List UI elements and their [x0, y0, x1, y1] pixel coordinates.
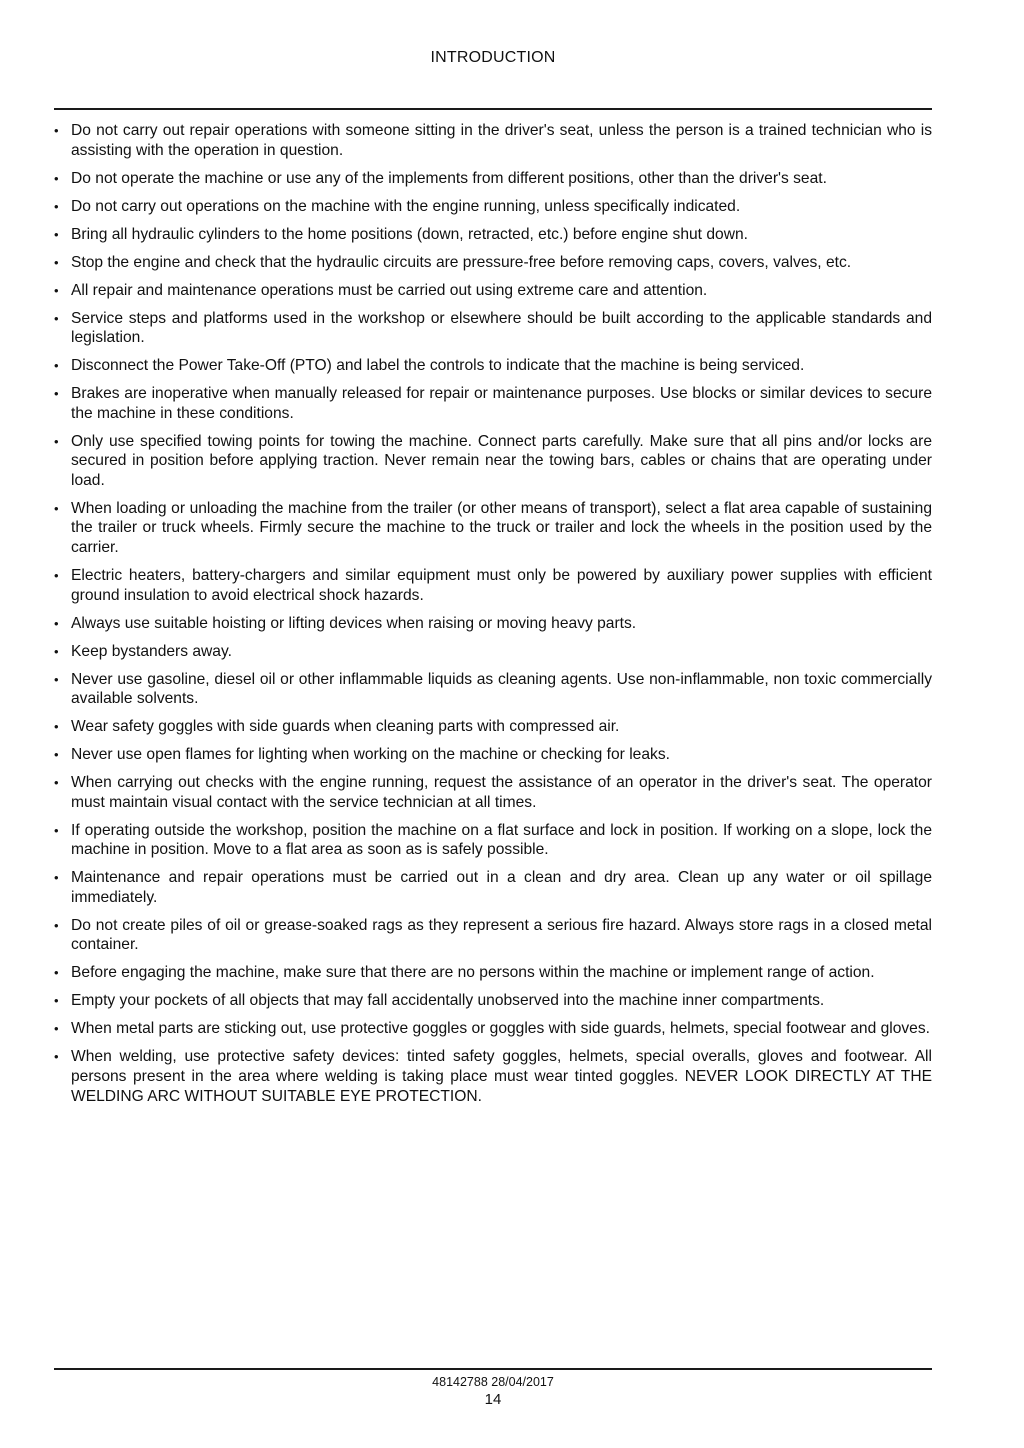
list-item [54, 963, 932, 983]
list-item-text: Brakes are inoperative when manually released for repair or maintenance purposes. Use blocks or similar devices to secure the machine in these conditions. [71, 385, 932, 422]
list-item-text: Never use open flames for lighting when working on the machine or checking for leaks. [71, 746, 670, 764]
bullet-icon: • [54, 775, 59, 791]
bullet-icon: • [54, 1021, 59, 1037]
bullet-icon: • [54, 358, 59, 374]
bullet-icon: • [54, 917, 59, 933]
list-item [54, 745, 932, 765]
list-item-text: Service steps and platforms used in the workshop or elsewhere should be built according to the applicable standards and legislation. [71, 309, 932, 347]
list-item-text: Never use gasoline, diesel oil or other inflammable liquids as cleaning agents. Use non-inflammable, non toxic commercially available solvents. [71, 670, 932, 708]
bullet-icon: • [54, 719, 59, 735]
header-divider [54, 108, 932, 110]
bullet-icon: • [54, 226, 59, 242]
bullet-icon: • [54, 433, 59, 449]
list-item-text: Electric heaters, battery-chargers and similar equipment must only be powered by auxiliary power supplies with efficient ground insulation to avoid electrical shock hazards. [71, 566, 932, 604]
list-item [54, 868, 932, 907]
list-item-text: All repair and maintenance operations must be carried out using extreme care and attention. [71, 281, 708, 299]
list-item-text: Do not carry out repair operations with someone sitting in the driver's seat, unless the person is a trained technician who is assisting with the operation in question. [71, 122, 932, 159]
bullet-icon: • [54, 870, 59, 886]
list-item-text: Keep bystanders away. [71, 642, 232, 660]
list-item-text: When loading or unloading the machine from the trailer (or other means of transport), select a flat area capable of sustaining the trailer or truck wheels. Firmly secure the machine to the truck or trailer and lock the wheels in the position used by the carrier. [71, 499, 932, 556]
safety-bullet-list [54, 121, 932, 1115]
bullet-icon: • [54, 747, 59, 763]
bullet-icon: • [54, 1049, 59, 1065]
bullet-icon: • [54, 310, 59, 326]
list-item [54, 614, 932, 634]
list-item [54, 991, 932, 1011]
bullet-icon: • [54, 671, 59, 687]
bullet-icon: • [54, 643, 59, 659]
bullet-icon: • [54, 282, 59, 298]
list-item [54, 432, 932, 491]
list-item [54, 121, 932, 160]
bullet-icon: • [54, 500, 59, 516]
bullet-icon: • [54, 822, 59, 838]
list-item-text: Empty your pockets of all objects that may fall accidentally unobserved into the machine inner compartments. [71, 992, 825, 1010]
list-item [54, 309, 932, 348]
list-item [54, 384, 932, 423]
bullet-icon: • [54, 615, 59, 631]
list-item-text: Stop the engine and check that the hydraulic circuits are pressure-free before removing caps, covers, valves, etc. [71, 253, 852, 271]
list-item [54, 821, 932, 860]
list-item [54, 197, 932, 217]
list-item-text: Disconnect the Power Take-Off (PTO) and label the controls to indicate that the machine is being serviced. [71, 357, 805, 375]
list-item-text: Do not create piles of oil or grease-soaked rags as they represent a serious fire hazard. Always store rags in a closed metal container. [71, 916, 932, 954]
list-item [54, 1047, 932, 1106]
footer-divider [54, 1368, 932, 1370]
list-item-text: Wear safety goggles with side guards when cleaning parts with compressed air. [71, 718, 620, 736]
list-item [54, 566, 932, 605]
list-item [54, 281, 932, 301]
list-item-text: Always use suitable hoisting or lifting devices when raising or moving heavy parts. [71, 614, 637, 632]
bullet-icon: • [54, 567, 59, 583]
bullet-icon: • [54, 993, 59, 1009]
list-item [54, 356, 932, 376]
list-item-text: If operating outside the workshop, position the machine on a flat surface and lock in position. If working on a slope, lock the machine in position. Move to a flat area as soon as is safely possible. [71, 821, 932, 859]
list-item [54, 253, 932, 273]
list-item-text: Maintenance and repair operations must be carried out in a clean and dry area. Clean up any water or oil spillage immediately. [71, 869, 932, 906]
page-number: 14 [484, 1391, 502, 1408]
bullet-icon: • [54, 123, 59, 138]
list-item-text: Bring all hydraulic cylinders to the home positions (down, retracted, etc.) before engine shut down. [71, 225, 748, 243]
list-item [54, 642, 932, 662]
list-item-text: Only use specified towing points for towing the machine. Connect parts carefully. Make sure that all pins and/or locks are secured in position before applying traction. Never remain near the towing bars, cables or chains that are operating under load. [71, 432, 932, 489]
bullet-icon: • [54, 254, 59, 270]
list-item [54, 169, 932, 189]
footer-document-reference: 48142788 28/04/2017 [432, 1375, 554, 1389]
list-item-text: Before engaging the machine, make sure that there are no persons within the machine or implement range of action. [71, 964, 875, 982]
bullet-icon: • [54, 198, 59, 214]
list-item-text: Do not operate the machine or use any of the implements from different positions, other than the driver's seat. [71, 169, 827, 187]
list-item [54, 499, 932, 558]
bullet-icon: • [54, 170, 59, 186]
bullet-icon: • [54, 965, 59, 981]
list-item-text: When metal parts are sticking out, use protective goggles or goggles with side guards, helmets, special footwear and gloves. [71, 1020, 930, 1038]
list-item [54, 1019, 932, 1039]
list-item [54, 717, 932, 737]
page-header-title: INTRODUCTION [430, 49, 556, 66]
list-item-text: Do not carry out operations on the machine with the engine running, unless specifically indicated. [71, 197, 741, 215]
list-item [54, 916, 932, 955]
list-item [54, 225, 932, 245]
bullet-icon: • [54, 386, 59, 402]
list-item-text: When carrying out checks with the engine running, request the assistance of an operator in the driver's seat. The operator must maintain visual contact with the service technician at all times. [71, 774, 932, 811]
list-item-text: When welding, use protective safety devices: tinted safety goggles, helmets, special overalls, gloves and footwear. All persons present in the area where welding is taking place must wear tinted goggles. NEVER LOOK DIRECTLY AT THE WELDING ARC WITHOUT SUITABLE EYE PROTECTION. [71, 1048, 932, 1105]
list-item [54, 773, 932, 812]
list-item [54, 670, 932, 709]
